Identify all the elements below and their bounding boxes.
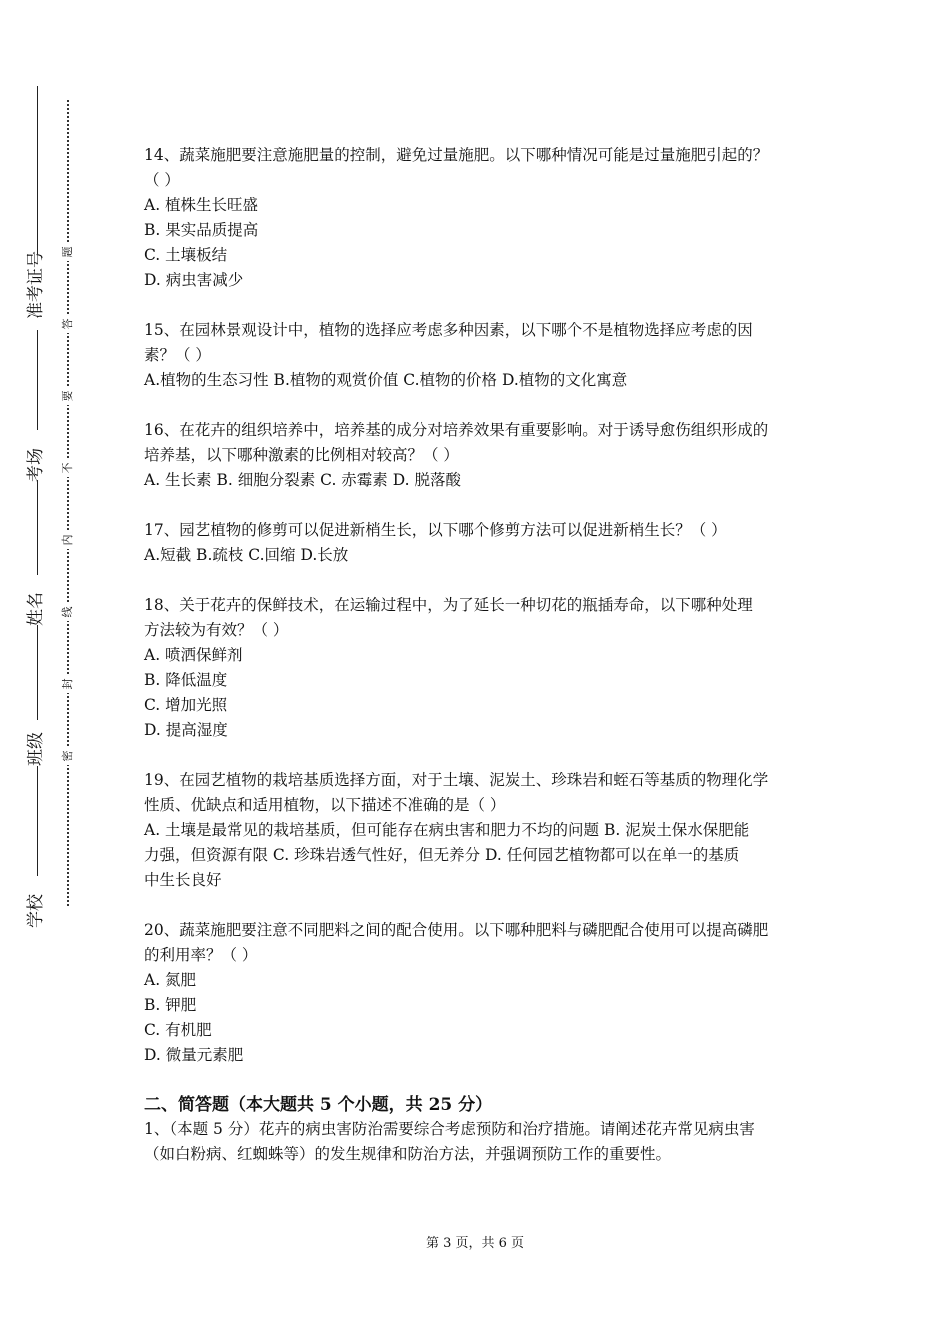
options-inline: 力强，但资源有限 C. 珍珠岩透气性好，但无养分 D. 任何园艺植物都可以在单一的基质 xyxy=(144,846,740,864)
name-label: 姓名 xyxy=(25,592,46,626)
question-18 xyxy=(144,593,814,743)
seal-char: 线 xyxy=(59,603,75,621)
question-16 xyxy=(144,418,814,493)
options-inline: A.短截 B.疏枝 C.回缩 D.长放 xyxy=(144,546,349,564)
binding-line xyxy=(37,86,38,254)
question-text: （如白粉病、红蜘蛛等）的发生规律和防治方法，并强调预防工作的重要性。 xyxy=(144,1145,672,1163)
question-text: 16、在花卉的组织培养中，培养基的成分对培养效果有重要影响。对于诱导愈伤组织形成的 xyxy=(144,421,769,439)
option-d: D. 病虫害减少 xyxy=(144,271,244,289)
binding-line xyxy=(37,480,38,575)
seal-char: 密 xyxy=(59,747,75,765)
page-number: 第 3 页，共 6 页 xyxy=(425,1236,525,1251)
question-text: 素？（ ） xyxy=(144,346,211,364)
option-d: D. 微量元素肥 xyxy=(144,1046,244,1064)
option-a: A. 植株生长旺盛 xyxy=(144,196,259,214)
class-label: 班级 xyxy=(25,732,46,766)
question-text: 方法较为有效？（ ） xyxy=(144,621,289,639)
question-14 xyxy=(144,143,814,293)
school-label: 学校 xyxy=(25,894,46,928)
seal-line xyxy=(67,100,69,906)
question-text: 19、在园艺植物的栽培基质选择方面，对于土壤、泥炭土、珍珠岩和蛭石等基质的物理化学 xyxy=(144,771,769,789)
exam-number-label: 准考证号 xyxy=(25,251,46,319)
binding-line xyxy=(37,625,38,720)
question-text: 14、蔬菜施肥要注意施肥量的控制，避免过量施肥。以下哪种情况可能是过量施肥引起的？ xyxy=(144,146,769,164)
option-b: B. 果实品质提高 xyxy=(144,221,259,239)
question-text: 1、（本题 5 分）花卉的病虫害防治需要综合考虑预防和治疗措施。请阐述花卉常见病虫害 xyxy=(144,1120,755,1138)
binding-line xyxy=(37,766,38,876)
question-text: 20、蔬菜施肥要注意不同肥料之间的配合使用。以下哪种肥料与磷肥配合使用可以提高磷肥 xyxy=(144,921,769,939)
section-heading: 二、简答题（本大题共 5 个小题，共 25 分） xyxy=(144,1095,493,1115)
option-c: C. 土壤板结 xyxy=(144,246,228,264)
question-text: 培养基，以下哪种激素的比例相对较高？（ ） xyxy=(144,446,459,464)
question-text: 性质、优缺点和适用植物，以下描述不准确的是（ ） xyxy=(144,796,506,814)
seal-char: 答 xyxy=(59,315,75,333)
question-20 xyxy=(144,918,814,1068)
option-c: C. 有机肥 xyxy=(144,1021,212,1039)
options-inline: A. 生长素 B. 细胞分裂素 C. 赤霉素 D. 脱落酸 xyxy=(144,471,461,489)
seal-char: 封 xyxy=(59,675,75,693)
option-a: A. 氮肥 xyxy=(144,971,197,989)
question-15 xyxy=(144,318,814,393)
binding-line xyxy=(37,330,38,430)
exam-content xyxy=(144,143,814,1167)
option-b: B. 钾肥 xyxy=(144,996,197,1014)
option-d: D. 提高湿度 xyxy=(144,721,228,739)
question-text: 18、关于花卉的保鲜技术，在运输过程中，为了延长一种切花的瓶插寿命，以下哪种处理 xyxy=(144,596,753,614)
seal-char: 要 xyxy=(59,387,75,405)
question-text: 15、在园林景观设计中，植物的选择应考虑多种因素，以下哪个不是植物选择应考虑的因 xyxy=(144,321,753,339)
question-17 xyxy=(144,518,814,568)
option-a: A. 喷洒保鲜剂 xyxy=(144,646,243,664)
question-19 xyxy=(144,768,814,893)
seal-char: 题 xyxy=(59,243,75,261)
seal-char: 不 xyxy=(59,459,75,477)
short-answer-question-1 xyxy=(144,1117,814,1167)
option-c: C. 增加光照 xyxy=(144,696,228,714)
question-text: 的利用率？（ ） xyxy=(144,946,258,964)
options-inline: A. 土壤是最常见的栽培基质，但可能存在病虫害和肥力不均的问题 B. 泥炭土保水保肥能 xyxy=(144,821,750,839)
answer-bracket: （ ） xyxy=(144,171,180,189)
exam-room-label: 考场 xyxy=(25,448,46,482)
option-b: B. 降低温度 xyxy=(144,671,228,689)
options-inline: 中生长良好 xyxy=(144,871,222,889)
seal-char: 内 xyxy=(59,531,75,549)
options-inline: A.植物的生态习性 B.植物的观赏价值 C.植物的价格 D.植物的文化寓意 xyxy=(144,371,628,389)
question-text: 17、园艺植物的修剪可以促进新梢生长，以下哪个修剪方法可以促进新梢生长？（ ） xyxy=(144,521,727,539)
